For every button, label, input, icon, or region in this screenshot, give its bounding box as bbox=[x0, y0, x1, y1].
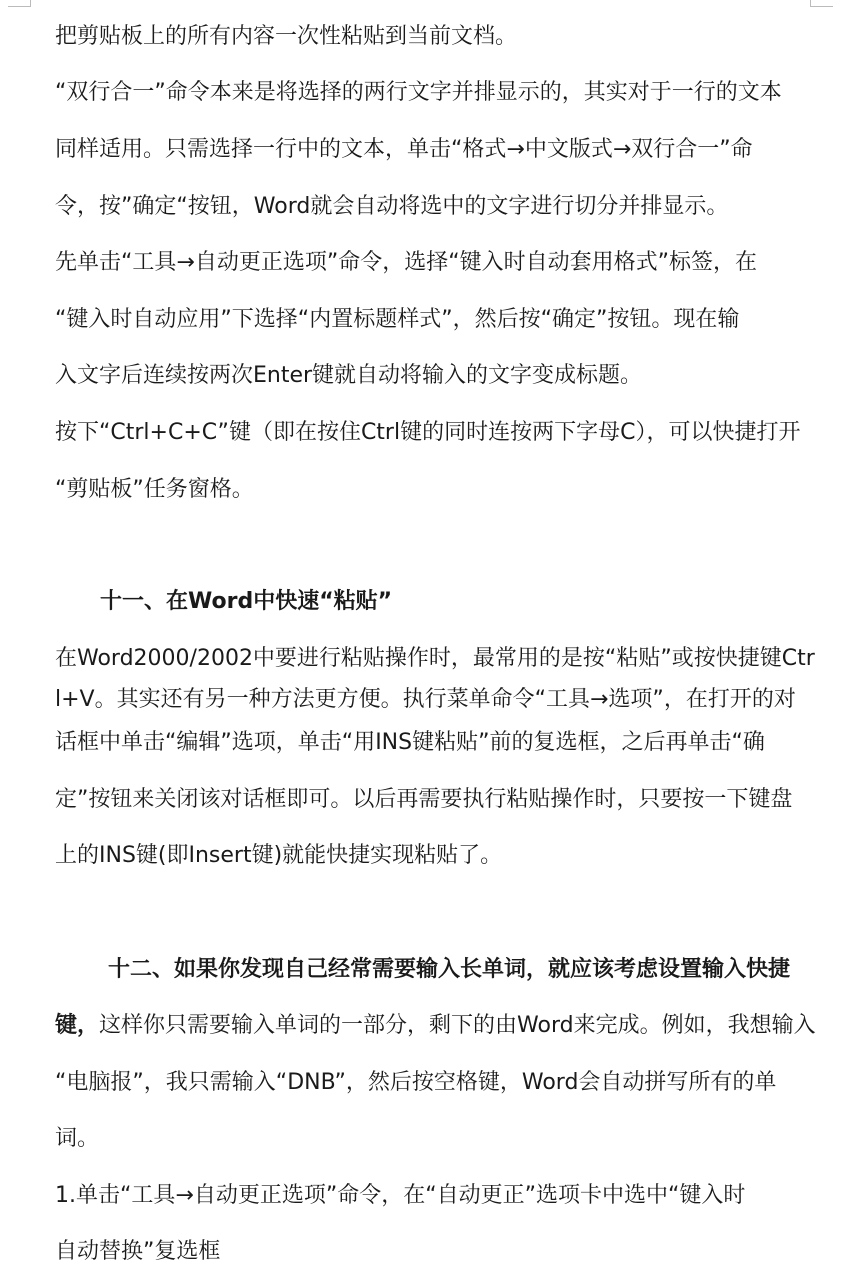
paragraph-line: 自动替换”复选框 bbox=[55, 1239, 221, 1264]
paragraph-line: l+V。其实还有另一种方法更方便。执行菜单命令“工具→选项”，在打开的对 bbox=[55, 687, 796, 712]
paragraph-line: 按下“Ctrl+C+C”键（即在按住Ctrl键的同时连按两下字母C），可以快捷打开 bbox=[55, 420, 801, 445]
paragraph-line: 在Word2000/2002中要进行粘贴操作时，最常用的是按“粘贴”或按快捷键Ctr bbox=[55, 646, 815, 671]
paragraph-line: 令，按”确定“按钮，Word就会自动将选中的文字进行切分并排显示。 bbox=[55, 194, 729, 219]
paragraph-line: 同样适用。只需选择一行中的文本，单击“格式→中文版式→双行合一”命 bbox=[55, 137, 753, 162]
paragraph-line: “剪贴板”任务窗格。 bbox=[55, 477, 254, 502]
paragraph-line: “电脑报”，我只需输入“DNB”，然后按空格键，Word会自动拼写所有的单 bbox=[55, 1070, 777, 1095]
paragraph-line: 词。 bbox=[55, 1126, 100, 1151]
paragraph-line: 定”按钮来关闭该对话框即可。以后再需要执行粘贴操作时，只要按一下键盘 bbox=[55, 787, 793, 812]
paragraph-line: 上的INS键(即Insert键)就能快捷实现粘贴了。 bbox=[55, 843, 503, 868]
paragraph-line: 把剪贴板上的所有内容一次性粘贴到当前文档。 bbox=[55, 24, 518, 49]
page-corner-mark-left bbox=[8, 0, 31, 7]
paragraph-line: 入文字后连续按两次Enter键就自动将输入的文字变成标题。 bbox=[55, 363, 643, 388]
section-heading-11: 十一、在Word中快速“粘贴” bbox=[100, 589, 393, 614]
page-corner-mark-right bbox=[810, 0, 833, 7]
paragraph-line: 话框中单击“编辑”选项，单击“用INS键粘贴”前的复选框，之后再单击“确 bbox=[55, 730, 765, 755]
paragraph-line: “键入时自动应用”下选择“内置标题样式”，然后按“确定”按钮。现在输 bbox=[55, 307, 740, 332]
paragraph-text: 这样你只需要输入单词的一部分，剩下的由Word来完成。例如，我想输入 bbox=[99, 1013, 816, 1038]
paragraph-line: 先单击“工具→自动更正选项”命令，选择“键入时自动套用格式”标签，在 bbox=[55, 250, 758, 275]
paragraph-line: 1.单击“工具→自动更正选项”命令，在“自动更正”选项卡中选中“键入时 bbox=[55, 1183, 746, 1208]
section-heading-12: 十二、如果你发现自己经常需要输入长单词，就应该考虑设置输入快捷 bbox=[108, 957, 791, 982]
paragraph-line bbox=[55, 1012, 816, 1040]
section-heading-12-continuation: 键， bbox=[55, 1013, 100, 1038]
paragraph-line: “双行合一”命令本来是将选择的两行文字并排显示的，其实对于一行的文本 bbox=[55, 80, 782, 105]
